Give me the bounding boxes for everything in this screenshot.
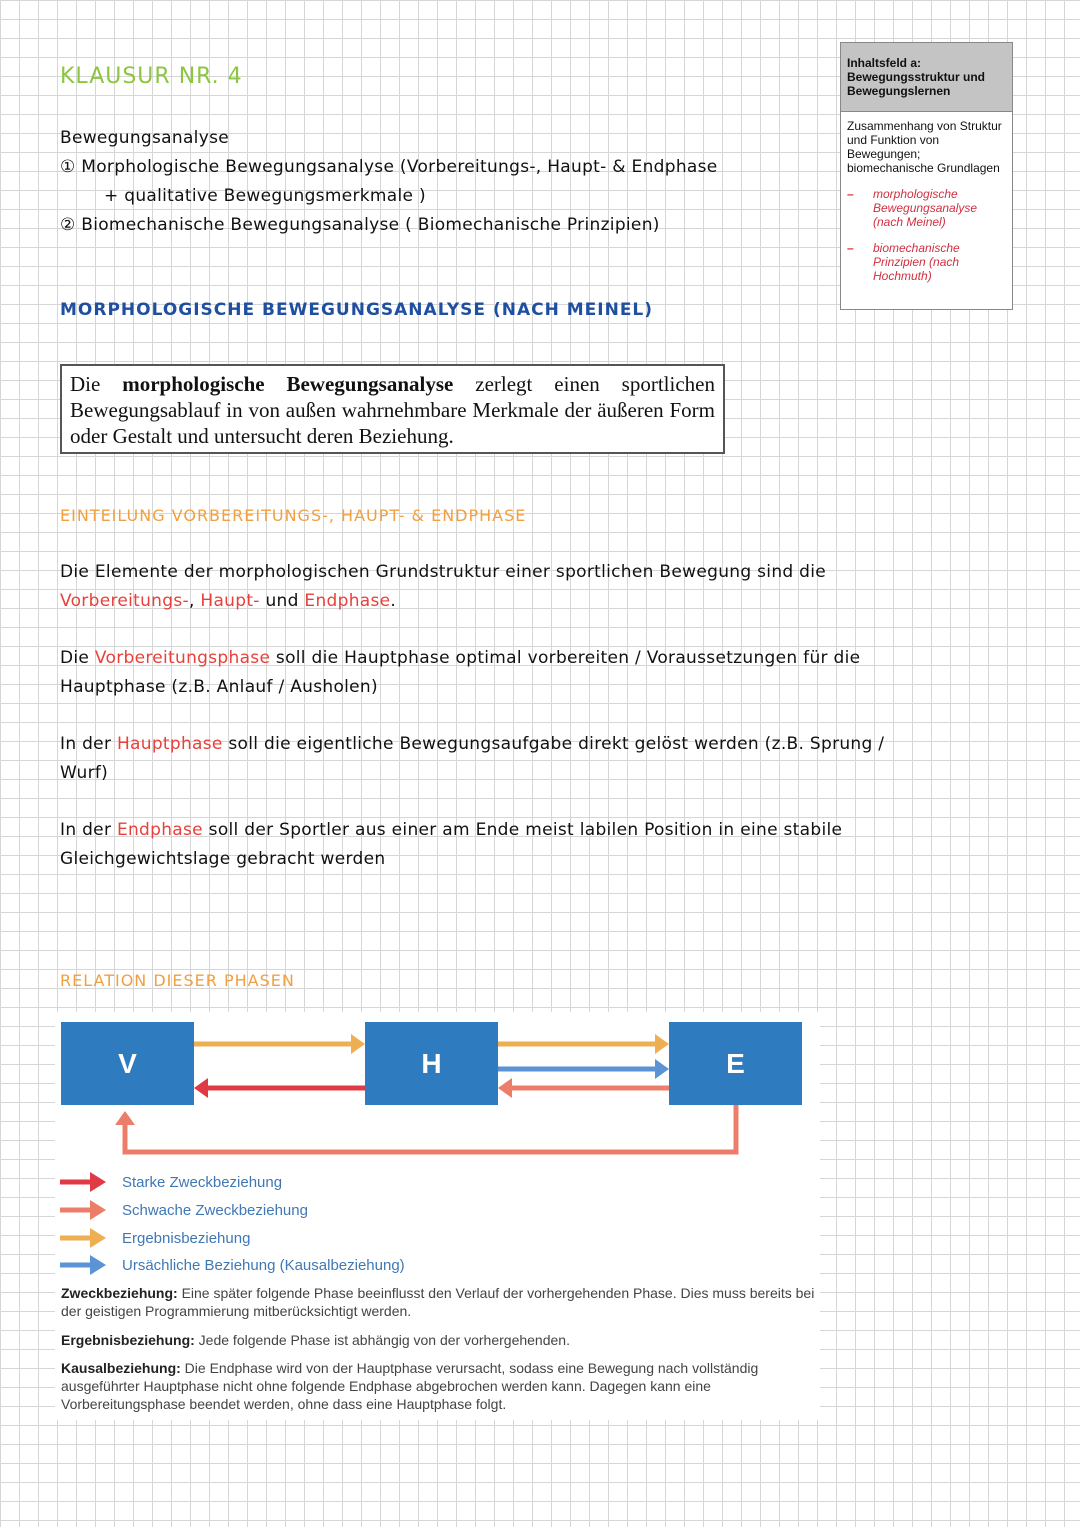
text: und <box>259 591 305 611</box>
legend-item <box>60 1200 308 1220</box>
legend-item <box>60 1172 282 1192</box>
info-item-text: biomechanische Prinzipien (nach Hochmuth) <box>873 241 960 283</box>
highlight: Endphase <box>304 591 391 611</box>
intro-item-1: ① Morphologische Bewegungsanalyse (Vorbereitungs-, Haupt- & Endphase <box>60 157 718 177</box>
section-heading-relation: RELATION DIESER PHASEN <box>60 971 295 990</box>
text: . <box>390 591 397 611</box>
phase-paragraphs <box>60 558 1020 874</box>
legend-item <box>60 1255 405 1275</box>
section-heading-einteilung: EINTEILUNG VORBEREITUNGS-, HAUPT- & ENDPHASE <box>60 506 527 525</box>
text: Die Elemente der morphologischen Grundstruktur einer sportlichen Bewegung sind die <box>60 562 827 582</box>
arrow-schwach-e-h <box>498 1078 669 1098</box>
phase-relation-diagram <box>55 1012 820 1420</box>
legend-item <box>60 1228 250 1248</box>
paragraph-2 <box>60 644 1020 702</box>
text: soll die Hauptphase optimal vorbereiten / Voraussetzungen für die <box>270 648 861 668</box>
text: Hauptphase (z.B. Anlauf / Ausholen) <box>60 677 378 697</box>
text: In der <box>60 820 117 840</box>
info-item <box>847 241 1006 283</box>
def-term: morphologische Bewegungsanalyse <box>122 372 454 396</box>
text: Gleichgewichtslage gebracht werden <box>60 849 386 869</box>
arrow-stark-h-v <box>194 1078 365 1098</box>
legend-label: Ergebnisbeziehung <box>122 1229 251 1247</box>
arrow-ergebnis-h-e <box>498 1034 669 1054</box>
arrow-icon <box>60 1255 106 1275</box>
intro-list <box>60 124 718 240</box>
term: Kausalbeziehung: <box>61 1360 181 1376</box>
text: Wurf) <box>60 763 109 783</box>
intro-heading: Bewegungsanalyse <box>60 128 229 148</box>
text: In der <box>60 734 117 754</box>
arrow-icon <box>60 1200 106 1220</box>
paragraph-1 <box>60 558 1020 616</box>
arrow-ergebnis-v-h <box>194 1034 365 1054</box>
arrow-icon <box>60 1172 106 1192</box>
term: Ergebnisbeziehung: <box>61 1332 195 1348</box>
dash-icon: – <box>847 241 854 255</box>
highlight: Vorbereitungsphase <box>94 648 271 668</box>
arrow-schwach-e-v <box>115 1105 736 1152</box>
explanation-kausal <box>61 1359 821 1413</box>
term-text: Eine später folgende Phase beeinflusst den Verlauf der vorhergehenden Phase. Dies muss bereits bei der geistigen Programmierung mitberücksichtigt werden. <box>61 1285 815 1319</box>
text: Die <box>60 648 95 668</box>
info-item <box>847 187 1006 229</box>
highlight: Vorbereitungs- <box>60 591 189 611</box>
explanation-ergebnis <box>61 1331 821 1349</box>
term: Zweckbeziehung: <box>61 1285 178 1301</box>
box-vorbereitung: V <box>61 1022 194 1105</box>
text: soll der Sportler aus einer am Ende meist labilen Position in eine stabile <box>202 820 843 840</box>
text: , <box>188 591 201 611</box>
paragraph-3 <box>60 730 1020 788</box>
paragraph-4 <box>60 816 1020 874</box>
info-box-header: Inhaltsfeld a: Bewegungsstruktur und Bewegungslernen <box>841 43 1012 112</box>
info-box <box>840 42 1013 310</box>
text: soll die eigentliche Bewegungsaufgabe direkt gelöst werden (z.B. Sprung / <box>222 734 885 754</box>
arrows <box>55 1012 820 1172</box>
dash-icon: – <box>847 187 854 201</box>
legend-label: Starke Zweckbeziehung <box>122 1173 283 1191</box>
arrow-kausal-h-e <box>498 1059 669 1079</box>
legend-label: Ursächliche Beziehung (Kausalbeziehung) <box>122 1256 405 1274</box>
def-text: zerlegt einen sportlichen Bewegungsablauf in von außen wahrnehmbare Merkmale der äußeren Form oder Gestalt und untersucht deren Beziehung. <box>70 372 715 448</box>
page-title: KLAUSUR NR. 4 <box>60 64 243 89</box>
box-end: E <box>669 1022 802 1105</box>
legend-label: Schwache Zweckbeziehung <box>122 1201 308 1219</box>
highlight: Endphase <box>116 820 203 840</box>
arrow-icon <box>60 1228 106 1248</box>
highlight: Haupt- <box>200 591 260 611</box>
explanation-zweck <box>61 1284 821 1320</box>
term-text: Die Endphase wird von der Hauptphase verursacht, sodass eine Bewegung nach vollständig ausgeführter Hauptphase nicht ohne folgende Endphase abgebrochen werden kann. Dagegen kann eine Vorbereitungsphase beendet werden, ohne dass eine Hauptphase folgt. <box>61 1360 759 1412</box>
section-heading-morphologie: MORPHOLOGISCHE BEWEGUNGSANALYSE (NACH MEINEL) <box>60 300 654 320</box>
intro-item-2: ② Biomechanische Bewegungsanalyse ( Biomechanische Prinzipien) <box>60 215 660 235</box>
def-text: Die <box>70 372 123 396</box>
definition-box <box>60 364 725 454</box>
box-haupt: H <box>365 1022 498 1105</box>
info-item-text: morphologische Bewegungsanalyse (nach Meinel) <box>873 187 978 229</box>
info-box-body: Zusammenhang von Struktur und Funktion von Bewegungen; biomechanische Grundlagen <box>847 119 1002 175</box>
highlight: Hauptphase <box>116 734 223 754</box>
term-text: Jede folgende Phase ist abhängig von der vorhergehenden. <box>194 1332 570 1348</box>
intro-item-1-cont: + qualitative Bewegungsmerkmale ) <box>104 186 426 206</box>
